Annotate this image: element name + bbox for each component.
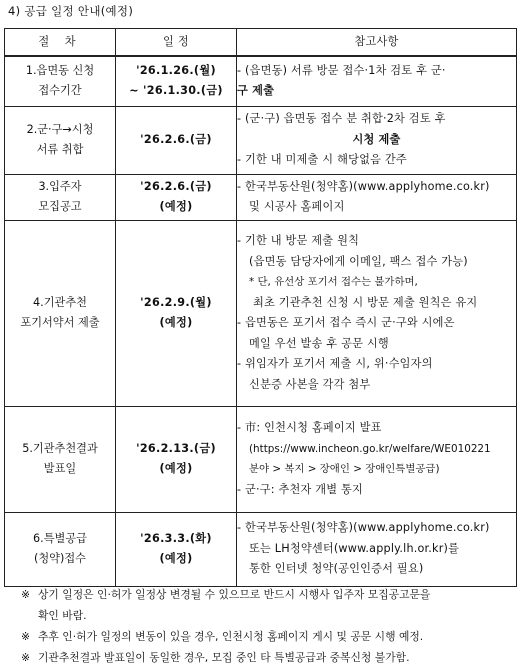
header-notes: 참고사항 [237, 29, 517, 57]
step-line: 발표일 [43, 462, 77, 475]
date-line: (예정) [159, 462, 193, 475]
table-row [5, 220, 517, 406]
footnotes [4, 584, 517, 668]
header-date: 일 정 [116, 29, 237, 57]
table-header-row [5, 29, 517, 57]
notes-cell [237, 174, 517, 220]
note-line: - (읍면동) 서류 방문 접수·1차 검토 후 군· [237, 63, 446, 77]
step-line: 5.기관추천결과 [22, 442, 98, 455]
note-line: - 市: 인천시청 홈페이지 발표 [237, 421, 382, 434]
step-line: 접수기간 [38, 84, 82, 98]
date-line: '26.2.6.(금) [140, 133, 212, 146]
notes-cell [237, 512, 517, 586]
date-cell [116, 220, 237, 406]
date-cell [116, 174, 237, 220]
footnote-mark: ※ [20, 651, 30, 664]
notes-cell [237, 220, 517, 406]
footnote-text: 상기 일정은 인·허가 일정상 변경될 수 있으므로 반드시 시행사 입주자 모집공고문을 [38, 588, 431, 601]
footnote-continuation: 확인 바람. [38, 609, 87, 622]
section-title: 4) 공급 일정 안내(예정) [8, 4, 134, 18]
step-line: 모집공고 [38, 200, 82, 213]
note-line: * 단, 유선상 포기서 접수는 불가하며, [249, 276, 418, 288]
step-cell [5, 220, 116, 406]
date-line: '26.2.6.(금) [140, 180, 212, 193]
notes-cell [237, 406, 517, 512]
date-line: (예정) [159, 200, 193, 213]
note-line: 시청 제출 [352, 132, 401, 146]
step-line: (청약)접수 [34, 552, 86, 565]
table-row [5, 174, 517, 220]
note-line: 및 시공사 홈페이지 [249, 200, 345, 213]
note-line: 메일 우선 발송 후 공문 시행 [249, 336, 389, 350]
step-cell [5, 512, 116, 586]
note-line: 신분증 사본을 각각 첨부 [249, 377, 371, 391]
note-line: (읍면동 담당자에게 이메일, 팩스 접수 가능) [249, 254, 468, 268]
table-row [5, 406, 517, 512]
note-line: - 읍면동은 포기서 접수 즉시 군·구와 시에온 [237, 316, 455, 329]
note-line: 통한 인터넷 청약(공인인증서 필요) [249, 562, 424, 576]
step-cell [5, 56, 116, 106]
footnote-text: 추후 인·허가 일정의 변동이 있을 경우, 인천시청 홈페이지 게시 및 공문 시행 예정. [38, 630, 424, 643]
table-row [5, 106, 517, 174]
step-line: 포기서약서 제출 [20, 316, 100, 329]
step-line: 2.군·구→시청 [26, 123, 94, 136]
step-cell [5, 106, 116, 174]
note-line: 최초 기관추천 신청 시 방문 제출 원칙은 유지 [253, 295, 478, 309]
date-line: '26.2.9.(월) [140, 296, 212, 309]
note-line: (https://www.incheon.go.kr/welfare/WE010221 [249, 442, 491, 455]
date-line: (예정) [159, 316, 193, 329]
step-line: 1.읍면동 신청 [25, 64, 95, 78]
header-step: 절 차 [5, 29, 116, 57]
note-line: - 기한 내 방문 제출 원칙 [237, 234, 360, 247]
supply-schedule-table [4, 28, 517, 587]
footnote-mark: ※ [20, 630, 30, 643]
footnote [4, 626, 517, 647]
note-line: - 기한 내 미제출 시 해당없음 간주 [237, 153, 407, 167]
note-line: 분야 > 복지 > 장애인 > 장애인특별공급) [249, 463, 440, 475]
note-line: - 한국부동산원(청약홈)(www.applyhome.co.kr) [237, 521, 490, 535]
step-cell [5, 406, 116, 512]
note-line: - 위임자가 포기서 제출 시, 위·수임자의 [237, 357, 433, 370]
step-line: 서류 취합 [36, 143, 84, 156]
note-line: - (군·구) 읍면동 접수 분 취합·2차 검토 후 [237, 112, 446, 126]
note-line: - 한국부동산원(청약홈)(www.applyhome.co.kr) [237, 179, 490, 193]
note-line: 구 제출 [237, 84, 275, 98]
footnote [4, 584, 517, 605]
step-line: 6.특별공급 [33, 532, 87, 545]
notes-cell [237, 106, 517, 174]
date-cell [116, 406, 237, 512]
date-cell [116, 56, 237, 106]
note-line: 또는 LH청약센터(www.apply.lh.or.kr)를 [249, 541, 460, 555]
date-line: '26.3.3.(화) [140, 532, 212, 545]
date-line: (예정) [159, 552, 193, 565]
footnote [4, 647, 517, 668]
step-cell [5, 174, 116, 220]
notes-cell [237, 56, 517, 106]
date-line: ~ '26.1.30.(금) [129, 84, 223, 98]
table-row [5, 56, 517, 106]
step-line: 4.기관추천 [33, 296, 87, 309]
date-line: '26.2.13.(금) [136, 442, 216, 455]
table-row [5, 512, 517, 586]
note-line: - 군·구: 추천자 개별 통지 [237, 482, 364, 496]
date-cell [116, 512, 237, 586]
date-line: '26.1.26.(월) [136, 64, 216, 78]
date-cell [116, 106, 237, 174]
footnote-mark: ※ [20, 588, 30, 601]
step-line: 3.입주자 [38, 180, 82, 193]
footnote-text: 기관추천결과 발표일이 동일한 경우, 모집 중인 타 특별공급과 중복신청 불가함. [38, 651, 410, 664]
